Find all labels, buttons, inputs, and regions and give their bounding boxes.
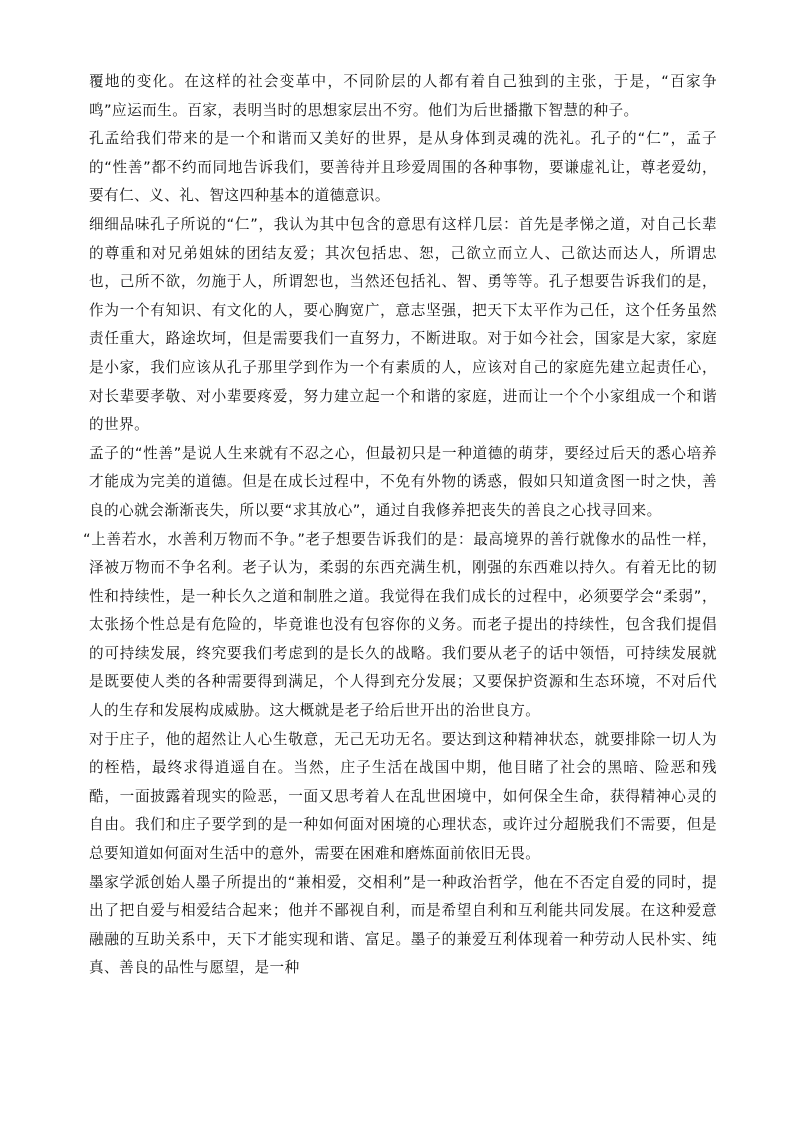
paragraph-6: 对于庄子，他的超然让人心生敬意，无己无功无名。要达到这种精神状态，就要排除一切人为的桎梏，最终求得逍遥自在。当然，庄子生活在战国中期，他目睹了社会的黑暗、险恶和残酷，一面披露着现实的险恶，一面又思考着人在乱世困境中，如何保全生命，获得精神心灵的自由。我们和庄子要学到的是一种如何面对困境的心理状态，或许过分超脱我们不需要，但是总要知道如何面对生活中的意外，需要在困难和磨炼面前依旧无畏。 [89, 730, 717, 863]
paragraph-3: 细细品味孔子所说的“仁”，我认为其中包含的意思有这样几层：首先是孝悌之道，对自己长辈的尊重和对兄弟姐妹的团结友爱；其次包括忠、恕，己欲立而立人、己欲达而达人，所谓忠也，己所不欲，勿施于人，所谓恕也，当然还包括礼、智、勇等等。孔子想要告诉我们的是，作为一个有知识、有文化的人，要心胸宽广，意志坚强，把天下太平作为己任，这个任务虽然责任重大，路途坎坷，但是需要我们一直努力，不断进取。对于如今社会，国家是大家，家庭是小家，我们应该从孔子那里学到作为一个有素质的人，应该对自己的家庭先建立起责任心，对长辈要孝敬、对小辈要疼爱，努力建立起一个和谐的家庭，进而让一个个小家组成一个和谐的世界。 [89, 215, 717, 434]
document-body [83, 68, 717, 983]
paragraph-4: 孟子的“性善”是说人生来就有不忍之心，但最初只是一种道德的萌芽，要经过后天的悉心培养才能成为完美的道德。但是在成长过程中，不免有外物的诱惑，假如只知道贪图一时之快，善良的心就会渐渐丧失，所以要“求其放心”，通过自我修养把丧失的善良之心找寻回来。 [89, 444, 717, 519]
paragraph-2: 孔孟给我们带来的是一个和谐而又美好的世界，是从身体到灵魂的洗礼。孔子的“仁”，孟子的“性善”都不约而同地告诉我们，要善待并且珍爱周围的各种事物，要谦虚礼让，尊老爱幼，要有仁、义、礼、智这四种基本的道德意识。 [89, 130, 717, 205]
paragraph-7: 墨家学派创始人墨子所提出的“兼相爱，交相利”是一种政治哲学，他在不否定自爱的同时，提出了把自爱与相爱结合起来；他并不鄙视自利，而是希望自利和互利能共同发展。在这种爱意融融的互助关系中，天下才能实现和谐、富足。墨子的兼爱互利体现着一种劳动人民朴实、纯真、善良的品性与愿望，是一种 [89, 873, 717, 977]
paragraph-1: 覆地的变化。在这样的社会变革中，不同阶层的人都有着自己独到的主张，于是，“百家争鸣”应运而生。百家，表明当时的思想家层出不穷。他们为后世播撒下智慧的种子。 [89, 73, 717, 119]
paragraph-5: “上善若水，水善利万物而不争。”老子想要告诉我们的是：最高境界的善行就像水的品性一样，泽被万物而不争名利。老子认为，柔弱的东西充满生机，刚强的东西难以持久。有着无比的韧性和持续性，是一种长久之道和制胜之道。我觉得在我们成长的过程中，必须要学会“柔弱”，太张扬个性总是有危险的，毕竟谁也没有包容你的义务。而老子提出的持续性，包含我们提倡的可持续发展，终究要我们考虑到的是长久的战略。我们要从老子的话中领悟，可持续发展就是既要使人类的各种需要得到满足，个人得到充分发展；又要保护资源和生态环境，不对后代人的生存和发展构成威胁。这大概就是老子给后世开出的治世良方。 [83, 530, 717, 720]
